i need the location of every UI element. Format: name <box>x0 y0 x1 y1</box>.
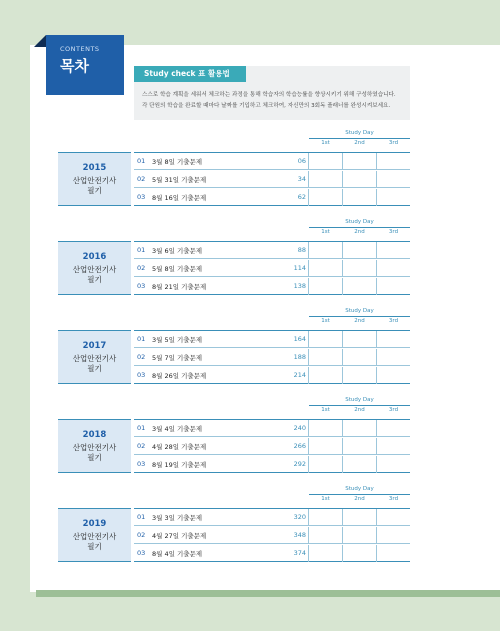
study-day-check-cell[interactable] <box>376 260 409 277</box>
year-box <box>58 330 131 384</box>
exam-name: 5월 31일 기출문제 <box>152 176 207 184</box>
exam-name: 8월 4일 기출문제 <box>152 550 203 558</box>
study-check-line-1: 스스로 학습 계획을 세워서 체크하는 과정을 통해 학습자의 학습능률을 향상시키기 위해 구성하였습니다. <box>142 92 396 98</box>
exam-row <box>134 456 410 473</box>
study-day-title: Study Day <box>345 397 374 403</box>
exam-page: 138 <box>293 282 306 290</box>
study-day-check-cell[interactable] <box>342 278 375 295</box>
contents-title: 목차 <box>60 57 89 75</box>
study-day-check-cell[interactable] <box>376 349 409 366</box>
study-day-check-cell[interactable] <box>308 545 341 562</box>
study-day-check-cell[interactable] <box>376 438 409 455</box>
subject-line-2: 필기 <box>87 364 102 373</box>
subject-line-1: 산업안전기사 <box>72 532 117 541</box>
exam-number: 01 <box>137 424 146 432</box>
study-day-check-cell[interactable] <box>308 438 341 455</box>
subject-label <box>58 354 131 374</box>
contents-tab <box>46 35 124 95</box>
year-box <box>58 508 131 562</box>
exam-number: 02 <box>137 264 146 272</box>
exam-row <box>134 331 410 348</box>
study-day-check-cell[interactable] <box>342 171 375 188</box>
study-day-check-cell[interactable] <box>308 331 341 348</box>
exam-page: 240 <box>293 424 306 432</box>
exam-name: 4월 28일 기출문제 <box>152 443 207 451</box>
study-day-col-2: 2nd <box>354 318 365 324</box>
exam-row <box>134 242 410 259</box>
exam-name: 5월 7일 기출문제 <box>152 354 203 362</box>
exam-page: 34 <box>297 175 306 183</box>
tab-fold-corner <box>34 35 46 47</box>
exam-name: 3월 3일 기출문제 <box>152 514 203 522</box>
exam-page: 292 <box>293 460 306 468</box>
exam-page: 348 <box>293 531 306 539</box>
study-day-check-cell[interactable] <box>342 189 375 206</box>
year-block <box>58 486 410 566</box>
exam-row <box>134 438 410 455</box>
year-label: 2018 <box>82 430 107 440</box>
study-day-check-cell[interactable] <box>376 367 409 384</box>
exam-number: 03 <box>137 460 146 468</box>
study-day-col-1: 1st <box>321 140 330 146</box>
study-day-check-cell[interactable] <box>376 509 409 526</box>
study-day-col-1: 1st <box>321 229 330 235</box>
year-label: 2015 <box>82 163 107 173</box>
exam-row <box>134 260 410 277</box>
study-day-col-1: 1st <box>321 318 330 324</box>
exam-name: 4월 27일 기출문제 <box>152 532 207 540</box>
exam-name: 8월 19일 기출문제 <box>152 461 207 469</box>
exam-rows <box>134 241 410 295</box>
study-day-check-cell[interactable] <box>376 331 409 348</box>
exam-number: 02 <box>137 175 146 183</box>
exam-row <box>134 545 410 562</box>
study-day-col-1: 1st <box>321 407 330 413</box>
subject-line-2: 필기 <box>87 542 102 551</box>
study-day-header <box>309 130 410 148</box>
study-day-check-cell[interactable] <box>342 456 375 473</box>
exam-name: 3월 4일 기출문제 <box>152 425 203 433</box>
exam-name: 3월 6일 기출문제 <box>152 247 203 255</box>
study-day-header <box>309 486 410 504</box>
exam-page: 214 <box>293 371 306 379</box>
contents-subtitle: CONTENTS <box>60 45 100 53</box>
study-day-check-cell[interactable] <box>308 527 341 544</box>
study-day-col-2: 2nd <box>354 496 365 502</box>
study-day-col-3: 3rd <box>388 318 399 324</box>
exam-number: 02 <box>137 442 146 450</box>
year-label: 2016 <box>82 252 107 262</box>
exam-name: 8월 21일 기출문제 <box>152 283 207 291</box>
study-day-col-3: 3rd <box>388 407 399 413</box>
study-day-title: Study Day <box>345 219 374 225</box>
study-day-check-cell[interactable] <box>376 420 409 437</box>
study-day-title: Study Day <box>345 486 374 492</box>
study-day-col-2: 2nd <box>354 140 365 146</box>
study-day-check-cell[interactable] <box>376 189 409 206</box>
study-day-check-cell[interactable] <box>308 349 341 366</box>
study-day-title: Study Day <box>345 308 374 314</box>
subject-line-2: 필기 <box>87 275 102 284</box>
study-day-check-cell[interactable] <box>342 260 375 277</box>
exam-row <box>134 278 410 295</box>
exam-rows <box>134 330 410 384</box>
page-bottom-strip <box>36 590 500 597</box>
subject-line-1: 산업안전기사 <box>72 443 117 452</box>
study-check-label: Study check 표 활용법 <box>134 66 246 82</box>
study-day-check-cell[interactable] <box>376 153 409 170</box>
study-day-check-cell[interactable] <box>342 331 375 348</box>
study-day-check-cell[interactable] <box>376 456 409 473</box>
year-block <box>58 308 410 388</box>
study-day-check-cell[interactable] <box>342 367 375 384</box>
exam-number: 01 <box>137 513 146 521</box>
study-day-check-cell[interactable] <box>376 278 409 295</box>
study-day-check-cell[interactable] <box>308 367 341 384</box>
study-check-line-2: 각 단원의 학습을 완료할 때마다 날짜를 기입하고 체크하여, 자신만의 3회독 플래너를 완성시켜보세요. <box>142 103 391 109</box>
exam-rows <box>134 152 410 206</box>
exam-page: 374 <box>293 549 306 557</box>
exam-page: 62 <box>297 193 306 201</box>
study-day-col-1: 1st <box>321 496 330 502</box>
exam-number: 01 <box>137 335 146 343</box>
study-day-check-cell[interactable] <box>342 438 375 455</box>
exam-name: 5월 8일 기출문제 <box>152 265 203 273</box>
study-day-check-cell[interactable] <box>308 509 341 526</box>
exam-number: 02 <box>137 531 146 539</box>
exam-page: 114 <box>293 264 306 272</box>
exam-row <box>134 349 410 366</box>
study-day-col-2: 2nd <box>354 407 365 413</box>
exam-page: 164 <box>293 335 306 343</box>
subject-line-1: 산업안전기사 <box>72 265 117 274</box>
study-day-col-3: 3rd <box>388 496 399 502</box>
study-day-divider <box>309 494 410 495</box>
exam-row <box>134 367 410 384</box>
study-day-check-cell[interactable] <box>308 278 341 295</box>
exam-page: 06 <box>297 157 306 165</box>
year-label: 2019 <box>82 519 107 529</box>
study-day-check-cell[interactable] <box>308 260 341 277</box>
study-day-col-3: 3rd <box>388 229 399 235</box>
exam-number: 01 <box>137 157 146 165</box>
study-day-check-cell[interactable] <box>308 420 341 437</box>
study-day-header <box>309 397 410 415</box>
year-label: 2017 <box>82 341 107 351</box>
exam-page: 320 <box>293 513 306 521</box>
study-day-check-cell[interactable] <box>376 545 409 562</box>
study-day-check-cell[interactable] <box>308 242 341 259</box>
exam-page: 266 <box>293 442 306 450</box>
exam-row <box>134 509 410 526</box>
exam-number: 03 <box>137 193 146 201</box>
exam-number: 03 <box>137 549 146 557</box>
study-day-divider <box>309 316 410 317</box>
exam-name: 8월 16일 기출문제 <box>152 194 207 202</box>
exam-row <box>134 153 410 170</box>
exam-rows <box>134 419 410 473</box>
subject-line-1: 산업안전기사 <box>72 354 117 363</box>
year-box <box>58 152 131 206</box>
study-day-divider <box>309 405 410 406</box>
year-box <box>58 419 131 473</box>
subject-line-2: 필기 <box>87 453 102 462</box>
exam-row <box>134 189 410 206</box>
study-day-check-cell[interactable] <box>308 456 341 473</box>
study-check-text <box>142 90 406 112</box>
study-day-col-2: 2nd <box>354 229 365 235</box>
study-day-header <box>309 308 410 326</box>
subject-label <box>58 443 131 463</box>
study-day-check-cell[interactable] <box>376 242 409 259</box>
study-day-check-cell[interactable] <box>342 242 375 259</box>
study-day-check-cell[interactable] <box>308 171 341 188</box>
exam-page: 88 <box>297 246 306 254</box>
study-day-check-cell[interactable] <box>342 153 375 170</box>
exam-rows <box>134 508 410 562</box>
exam-number: 03 <box>137 282 146 290</box>
exam-number: 02 <box>137 353 146 361</box>
subject-line-2: 필기 <box>87 186 102 195</box>
exam-number: 03 <box>137 371 146 379</box>
study-day-col-3: 3rd <box>388 140 399 146</box>
study-day-check-cell[interactable] <box>308 189 341 206</box>
subject-label <box>58 532 131 552</box>
study-check-box <box>134 66 410 120</box>
subject-label <box>58 176 131 196</box>
study-day-check-cell[interactable] <box>342 509 375 526</box>
study-day-check-cell[interactable] <box>376 527 409 544</box>
study-day-header <box>309 219 410 237</box>
study-day-check-cell[interactable] <box>342 420 375 437</box>
year-block <box>58 130 410 210</box>
study-day-check-cell[interactable] <box>376 171 409 188</box>
exam-number: 01 <box>137 246 146 254</box>
year-block <box>58 219 410 299</box>
study-day-check-cell[interactable] <box>342 527 375 544</box>
year-block <box>58 397 410 477</box>
subject-line-1: 산업안전기사 <box>72 176 117 185</box>
exam-row <box>134 171 410 188</box>
exam-name: 3월 5일 기출문제 <box>152 336 203 344</box>
study-day-title: Study Day <box>345 130 374 136</box>
exam-row <box>134 527 410 544</box>
exam-page: 188 <box>293 353 306 361</box>
exam-row <box>134 420 410 437</box>
exam-name: 3월 8일 기출문제 <box>152 158 203 166</box>
subject-label <box>58 265 131 285</box>
study-day-check-cell[interactable] <box>342 545 375 562</box>
study-day-divider <box>309 138 410 139</box>
exam-name: 8월 26일 기출문제 <box>152 372 207 380</box>
study-day-check-cell[interactable] <box>308 153 341 170</box>
year-box <box>58 241 131 295</box>
study-day-check-cell[interactable] <box>342 349 375 366</box>
study-day-divider <box>309 227 410 228</box>
